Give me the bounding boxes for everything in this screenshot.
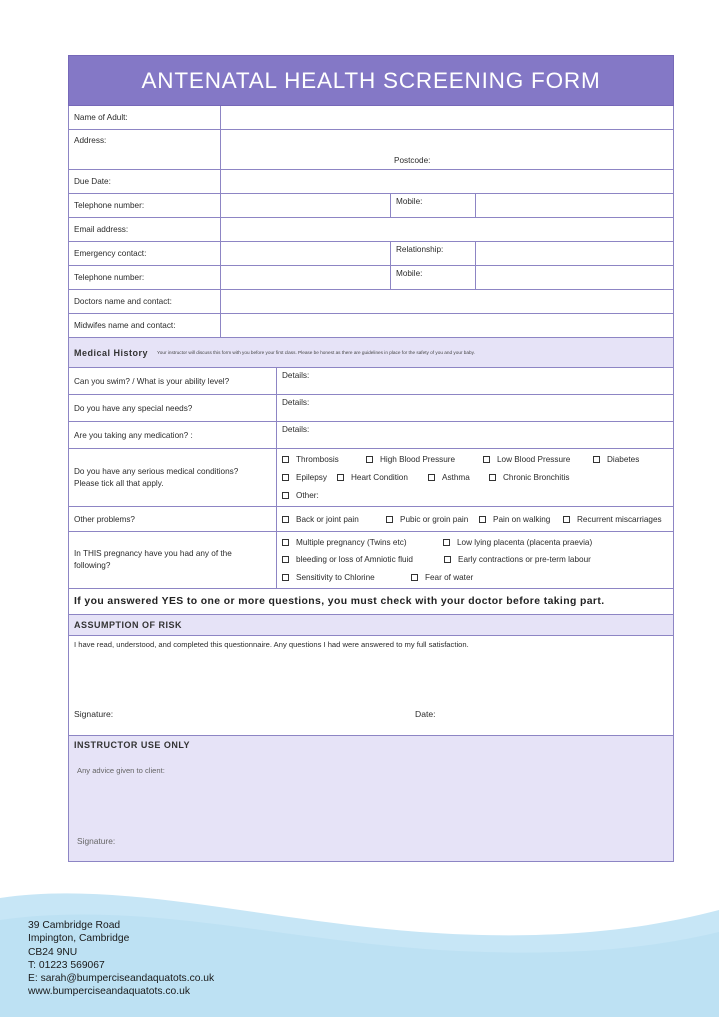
conditions-row (68, 449, 674, 507)
other-problems-options (277, 507, 673, 531)
conditions-options-row3 (282, 491, 668, 500)
epilepsy-option[interactable] (282, 473, 337, 482)
instructor-signature-label[interactable]: Signature: (77, 836, 116, 846)
option-label: Heart Condition (351, 472, 408, 482)
option-label: Thrombosis (296, 455, 339, 465)
mobile-field[interactable] (476, 194, 673, 217)
mobile2-label: Mobile: (391, 266, 476, 289)
checkbox-icon[interactable] (386, 516, 393, 523)
risk-signature-label[interactable]: Signature: (74, 709, 114, 719)
thrombosis-option[interactable] (282, 455, 366, 464)
risk-statement: I have read, understood, and completed this questionnaire. Any questions I had were answered to my full satisfaction. (74, 640, 469, 649)
checkbox-icon[interactable] (489, 474, 496, 481)
medication-details-field[interactable] (277, 422, 673, 448)
conditions-question (69, 449, 277, 506)
other-problems-row (68, 507, 674, 532)
due-date-row (68, 170, 674, 194)
name-row (68, 106, 674, 130)
checkbox-icon[interactable] (282, 456, 289, 463)
address-street: 39 Cambridge Road (28, 920, 121, 931)
telephone2-field[interactable] (221, 266, 391, 289)
name-label: Name of Adult: (69, 106, 221, 129)
medical-history-note: Your instructor will discuss this form with you before your first class. Please be honest as there are guidelines in place for the safety of you and your baby. (157, 350, 475, 355)
chronic-bronchitis-option[interactable] (489, 473, 569, 482)
doctors-field[interactable] (221, 290, 673, 313)
midwifes-field[interactable] (221, 314, 673, 337)
option-label: Asthma (442, 472, 470, 482)
option-label: Recurrent miscarriages (577, 514, 662, 524)
telephone2-row (68, 266, 674, 290)
pregnancy-row (68, 532, 674, 589)
address-website[interactable]: www.bumperciseandaquatots.co.uk (28, 986, 190, 998)
checkbox-icon[interactable] (282, 556, 289, 563)
name-field[interactable] (221, 106, 673, 129)
conditions-question-line2: Please tick all that apply. (74, 478, 164, 488)
conditions-options-row1 (282, 455, 668, 464)
checkbox-icon[interactable] (428, 474, 435, 481)
risk-header (68, 615, 674, 636)
checkbox-icon[interactable] (337, 474, 344, 481)
swim-details-field[interactable] (277, 368, 673, 394)
address-row (68, 130, 674, 170)
checkbox-icon[interactable] (483, 456, 490, 463)
needs-details-label: Details: (282, 398, 310, 407)
option-label: Sensitivity to Chlorine (296, 572, 375, 582)
warning-row (68, 589, 674, 615)
diabetes-option[interactable] (593, 455, 639, 464)
postcode-label: Postcode: (394, 156, 431, 165)
multiple-pregnancy-option[interactable] (282, 538, 443, 547)
checkbox-icon[interactable] (444, 556, 451, 563)
other-problems-question: Other problems? (69, 507, 277, 531)
checkbox-icon[interactable] (282, 492, 289, 499)
other-problems-options-row (282, 515, 668, 524)
checkbox-icon[interactable] (282, 516, 289, 523)
form-title: ANTENATAL HEALTH SCREENING FORM (141, 67, 601, 93)
pregnancy-question-line2: following? (74, 561, 111, 570)
swim-details-label: Details: (282, 371, 310, 380)
conditions-question-line1: Do you have any serious medical conditions? (74, 466, 239, 476)
checkbox-icon[interactable] (443, 539, 450, 546)
needs-question: Do you have any special needs? (69, 395, 277, 421)
needs-details-field[interactable] (277, 395, 673, 421)
address-telephone: T: 01223 569067 (28, 959, 105, 971)
pregnancy-options-row1 (282, 538, 668, 547)
early-contractions-option[interactable] (444, 555, 591, 564)
instructor-section (68, 736, 674, 862)
pubic-pain-option[interactable] (386, 515, 479, 524)
conditions-options-row2 (282, 473, 668, 482)
medication-question: Are you taking any medication? : (69, 422, 277, 448)
telephone2-label: Telephone number: (69, 266, 221, 289)
option-label: Epilepsy (296, 472, 327, 482)
option-label: High Blood Pressure (380, 455, 456, 465)
email-row (68, 218, 674, 242)
option-label: Early contractions or pre-term labour (458, 555, 591, 565)
swim-row (68, 368, 674, 395)
chlorine-option[interactable] (282, 573, 411, 582)
address-postcode: CB24 9NU (28, 946, 78, 958)
option-label: Diabetes (607, 455, 640, 465)
fear-water-option[interactable] (411, 573, 473, 582)
medical-history-heading: Medical History (74, 347, 149, 358)
option-label: Fear of water (425, 572, 474, 582)
pregnancy-question-line1: In THIS pregnancy have you had any of the (74, 549, 232, 558)
risk-body (68, 636, 674, 736)
option-label: Pubic or groin pain (400, 514, 469, 524)
screening-form (68, 55, 674, 862)
checkbox-icon[interactable] (366, 456, 373, 463)
medical-history-header (68, 338, 674, 368)
email-field[interactable] (221, 218, 673, 241)
mobile2-field[interactable] (476, 266, 673, 289)
option-label: Low Blood Pressure (497, 455, 571, 465)
conditions-options (277, 449, 673, 506)
option-label: Chronic Bronchitis (503, 472, 570, 482)
option-label: Other: (296, 490, 319, 500)
due-date-field[interactable] (221, 170, 673, 193)
option-label: Multiple pregnancy (Twins etc) (296, 538, 407, 548)
checkbox-icon[interactable] (593, 456, 600, 463)
telephone-row (68, 194, 674, 218)
emergency-row (68, 242, 674, 266)
other-condition-option[interactable] (282, 491, 319, 500)
pregnancy-options (277, 532, 673, 588)
medication-details-label: Details: (282, 425, 310, 434)
needs-row (68, 395, 674, 422)
miscarriages-option[interactable] (563, 515, 662, 524)
checkbox-icon[interactable] (411, 574, 418, 581)
midwifes-row (68, 314, 674, 338)
checkbox-icon[interactable] (479, 516, 486, 523)
address-email[interactable]: E: sarah@bumperciseandaquatots.co.uk (28, 973, 215, 985)
medication-row (68, 422, 674, 449)
checkbox-icon[interactable] (563, 516, 570, 523)
pain-walking-option[interactable] (479, 515, 563, 524)
risk-heading: ASSUMPTION OF RISK (74, 620, 183, 630)
address-label: Address: (69, 130, 221, 169)
option-label: Back or joint pain (296, 514, 359, 524)
doctor-warning: If you answered YES to one or more questions, you must check with your doctor before taking part. (74, 596, 605, 607)
high-blood-pressure-option[interactable] (366, 455, 483, 464)
option-label: bleeding or loss of Amniotic fluid (296, 555, 413, 565)
address-field[interactable] (221, 130, 673, 169)
doctors-row (68, 290, 674, 314)
asthma-option[interactable] (428, 473, 489, 482)
heart-condition-option[interactable] (337, 473, 428, 482)
pregnancy-options-row2 (282, 555, 668, 564)
relationship-field[interactable] (476, 242, 673, 265)
mobile-label: Mobile: (391, 194, 476, 217)
risk-statement-area (69, 636, 673, 735)
instructor-heading: INSTRUCTOR USE ONLY (74, 740, 191, 750)
risk-date-label[interactable]: Date: (415, 709, 436, 719)
emergency-field[interactable] (221, 242, 391, 265)
email-label: Email address: (69, 218, 221, 241)
form-title-bar (68, 55, 674, 106)
telephone-label: Telephone number: (69, 194, 221, 217)
address-town: Impington, Cambridge (28, 933, 130, 945)
back-pain-option[interactable] (282, 515, 386, 524)
swim-question: Can you swim? / What is your ability level? (69, 368, 277, 394)
doctors-label: Doctors name and contact: (69, 290, 221, 313)
checkbox-icon[interactable] (282, 474, 289, 481)
option-label: Pain on walking (493, 514, 551, 524)
pregnancy-question (69, 532, 277, 588)
option-label: Low lying placenta (placenta praevia) (457, 538, 593, 548)
due-date-label: Due Date: (69, 170, 221, 193)
telephone-field[interactable] (221, 194, 391, 217)
checkbox-icon[interactable] (282, 539, 289, 546)
instructor-advice-label[interactable]: Any advice given to client: (77, 766, 165, 775)
midwifes-label: Midwifes name and contact: (69, 314, 221, 337)
amniotic-fluid-option[interactable] (282, 555, 444, 564)
low-blood-pressure-option[interactable] (483, 455, 593, 464)
footer-address (28, 919, 214, 999)
emergency-label: Emergency contact: (69, 242, 221, 265)
pregnancy-options-row3 (282, 573, 668, 582)
checkbox-icon[interactable] (282, 574, 289, 581)
relationship-label: Relationship: (391, 242, 476, 265)
low-placenta-option[interactable] (443, 538, 592, 547)
